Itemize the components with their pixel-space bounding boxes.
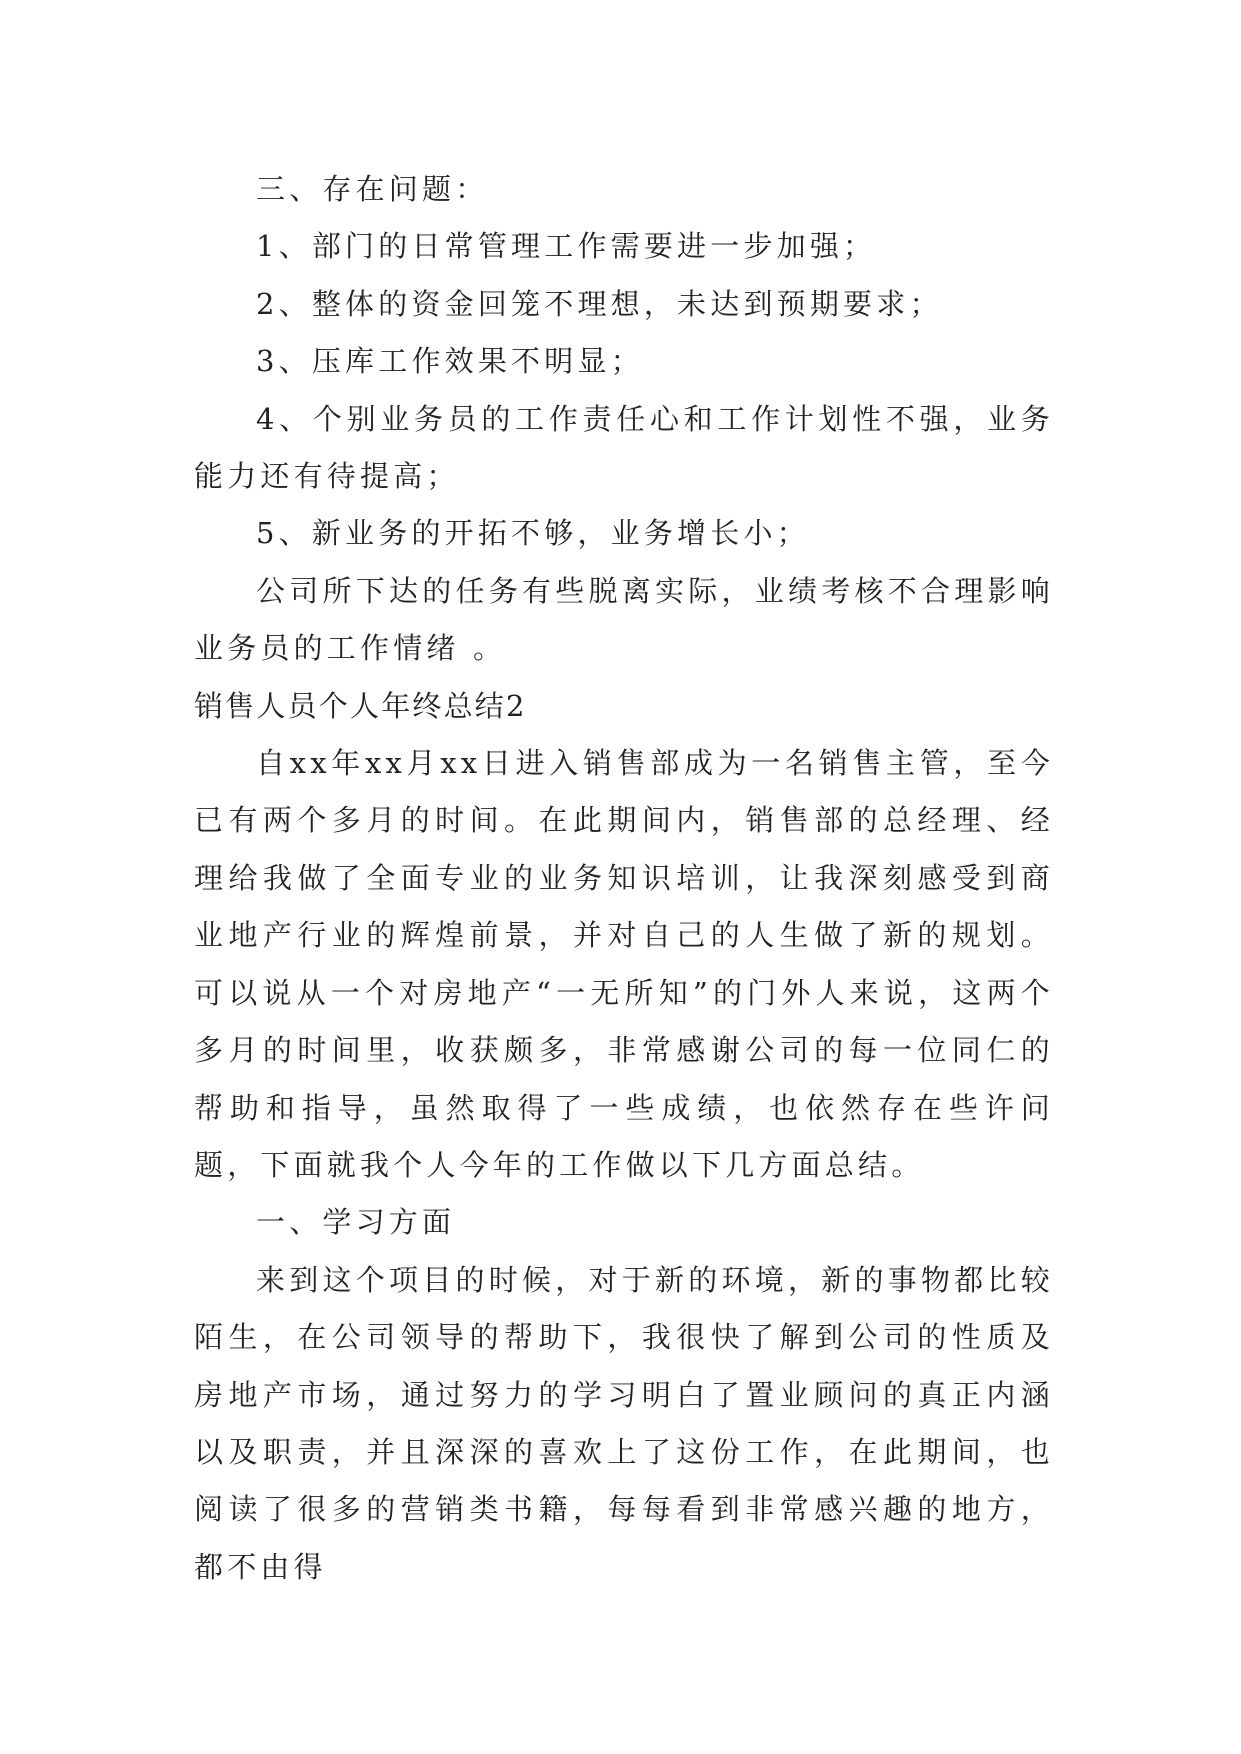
problem-item-5: 5、新业务的开拓不够，业务增长小；	[256, 516, 810, 551]
problem-item-1: 1、部门的日常管理工作需要进一步加强；	[256, 229, 877, 264]
section-heading-problems: 三、存在问题：	[256, 172, 489, 206]
summary-title: 销售人员个人年终总结2	[194, 688, 527, 723]
problem-note-paragraph: 公司所下达的任务有些脱离实际，业绩考核不合理影响业务员的工作情绪 。	[194, 573, 1054, 666]
section-heading-learning: 一、学习方面	[256, 1205, 456, 1240]
problem-item-2: 2、整体的资金回笼不理想，未达到预期要求；	[256, 286, 943, 321]
problem-item-3: 3、压库工作效果不明显；	[256, 344, 644, 379]
learning-paragraph: 来到这个项目的时候，对于新的环境，新的事物都比较陌生，在公司领导的帮助下，我很快了解到公司的性质及房地产市场，通过努力的学习明白了置业顾问的真正内涵以及职责，并且深深的喜欢上了这份工作，在此期间，也阅读了很多的营销类书籍，每每看到非常感兴趣的地方，都不由得	[194, 1262, 1054, 1584]
intro-paragraph: 自xx年xx月xx日进入销售部成为一名销售主管，至今已有两个多月的时间。在此期间内，销售部的总经理、经理给我做了全面专业的业务知识培训，让我深刻感受到商业地产行业的辉煌前景，并对自己的人生做了新的规划。可以说从一个对房地产“一无所知”的门外人来说，这两个多月的时间里，收获颇多，非常感谢公司的每一位同仁的帮助和指导，虽然取得了一些成绩，也依然存在些许问题，下面就我个人今年的工作做以下几方面总结。	[194, 746, 1054, 1182]
document-body	[194, 161, 1054, 1596]
problem-item-4: 4、个别业务员的工作责任心和工作计划性不强，业务能力还有待提高；	[194, 401, 1054, 494]
